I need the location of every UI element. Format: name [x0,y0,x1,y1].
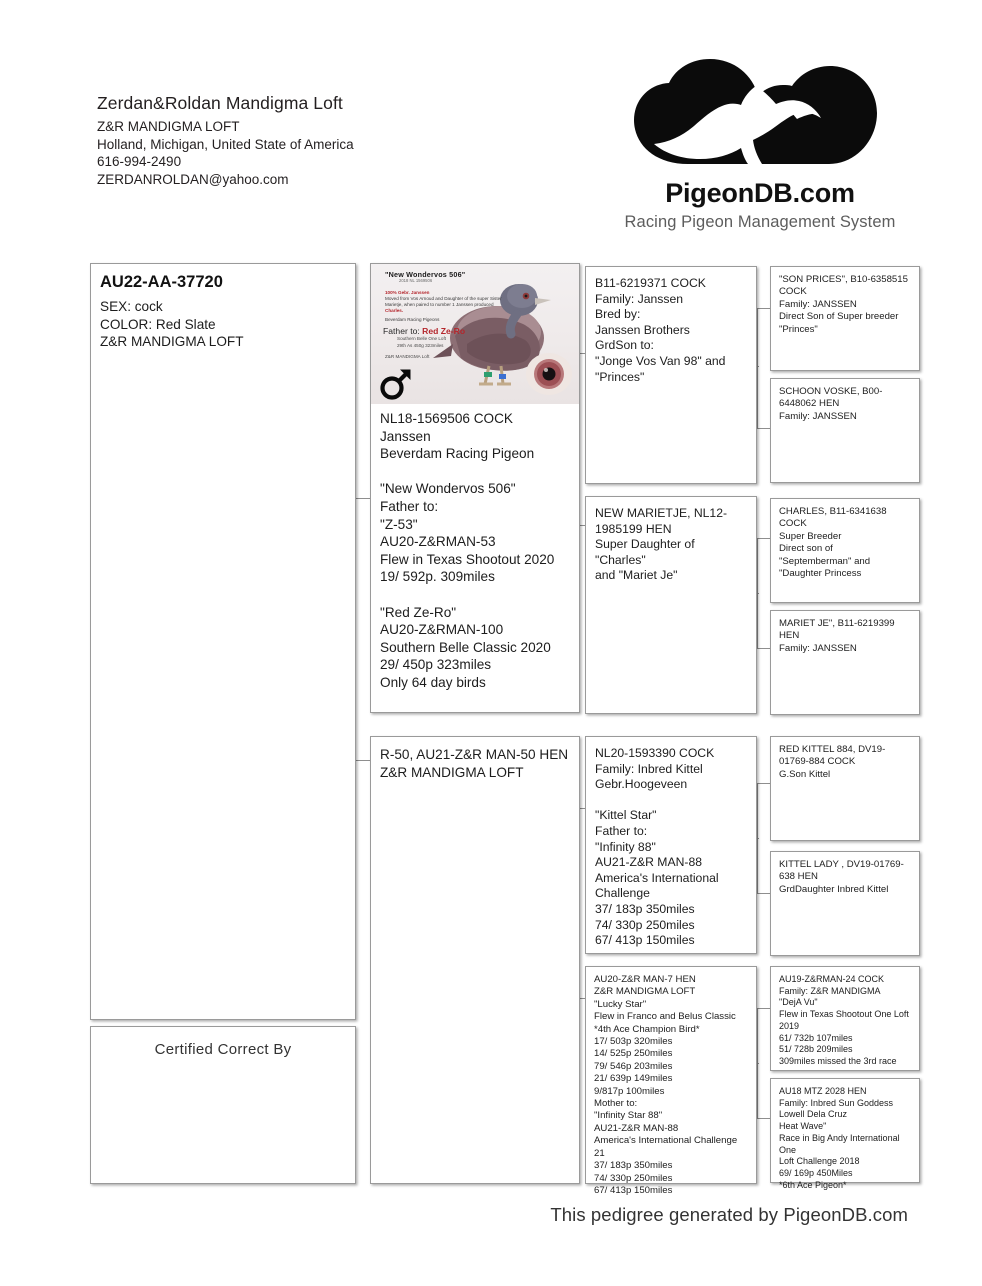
sire-sire-line-3: Janssen Brothers [595,322,690,337]
ggp4-line-0: MARIET JE", B11-6219399 [779,618,895,629]
dam-dam-line-14: 37/ 183p 350miles [594,1160,673,1172]
pigeon-cloud-logo-icon [610,56,910,176]
photo-result-line-0: Southern Belle One Loft [397,336,447,341]
brand-subtitle: Racing Pigeon Management System [624,213,896,231]
dam-sire-line-8: America's International [595,870,719,885]
dam-sire-line-10: 37/ 183p 350miles [595,901,695,916]
photo-body-line-3: Charles. [385,308,404,313]
sire-line-7: AU20-Z&RMAN-53 [380,534,496,550]
dam-sire-line-0: NL20-1593390 COCK [595,746,715,760]
male-sign-icon [379,366,413,400]
dam-dam-line-5: 17/ 503p 320miles [594,1036,673,1048]
sire-sire-line-4: GrdSon to: [595,338,654,353]
ggp1-line-0: "SON PRICES", B10-6358515 [779,274,908,285]
dam-sire-line-3 [595,793,747,809]
dam-dam-line-3: Flew in Franco and Belus Classic [594,1011,736,1023]
sire-box[interactable] [370,263,580,713]
ggp7-line-7: 309miles missed the 3rd race [779,1055,897,1066]
ggp5-box[interactable] [770,736,920,841]
sire-line-14: 29/ 450p 323miles [380,657,492,673]
ggp1-line-2: Family: JANSSEN [779,298,857,310]
dam-line-1: Z&R MANDIGMA LOFT [380,764,524,780]
ggp1-line-3: Direct Son of Super breeder [779,311,899,323]
dam-dam-line-10: Mother to: [594,1098,638,1110]
dam-dam-line-2: "Lucky Star" [594,998,647,1010]
ggp7-line-3: Flew in Texas Shootout One Loft [779,1009,909,1020]
dam-line-0: R-50, AU21-Z&R MAN-50 HEN [380,747,569,762]
dam-dam-line-13: America's International Challenge 21 [594,1135,738,1159]
dam-dam-line-9: 9/817p 100miles [594,1085,665,1097]
loft-name: Zerdan&Roldan Mandigma Loft [97,93,343,113]
sire-line-0: NL18-1569506 COCK [380,411,513,426]
ggp7-line-0: AU19-Z&RMAN-24 COCK [779,974,885,984]
dam-sire-line-12: 67/ 413p 150miles [595,933,695,948]
sire-line-11: "Red Ze-Ro" [380,604,457,620]
sire-line-10 [380,586,570,604]
connector-ggp-b-bottom [757,648,771,649]
ggp8-line-1: Family: Inbred Sun Goddess [779,1097,894,1108]
ggp3-line-5: "Daughter Princess [779,568,862,580]
loft-phone: 616-994-2490 [97,154,182,169]
sire-sire-line-2: Bred by: [595,307,641,322]
dam-dam-line-4: *4th Ace Champion Bird* [594,1023,700,1035]
dam-dam-box[interactable] [585,966,757,1196]
ggp7-line-4: 2019 [779,1020,800,1031]
dam-dam-line-11: "Infinity Star 88" [594,1110,663,1122]
sire-line-8: Flew in Texas Shootout 2020 [380,551,555,567]
loft-header [97,93,517,188]
connector-ggp-a-top [757,308,771,309]
dam-dam-line-7: 79/ 546p 203miles [594,1060,673,1072]
sire-line-2: Beverdam Racing Pigeon [380,446,535,462]
sire-dam-line-2: Super Daughter of "Charles" [595,537,695,567]
ggp7-line-5: 61/ 732b 107miles [779,1032,853,1043]
sire-sire-line-1: Family: Janssen [595,291,684,306]
connector-ggp-c-top [757,783,771,784]
subject-loft: Z&R MANDIGMA LOFT [100,334,244,350]
photo-subtitle: 2018 NL 1569506 [399,278,433,283]
ggp7-line-1: Family: Z&R MANDIGMA [779,985,881,996]
ggp3-line-0: CHARLES, B11-6341638 [779,506,887,517]
dam-dam-line-12: AU21-Z&R MAN-88 [594,1122,679,1134]
ggp5-line-2: G.Son Kittel [779,768,831,780]
ggp1-box[interactable] [770,266,920,371]
dam-sire-line-4: "Kittel Star" [595,808,657,823]
photo-result-line-1: 29th As 450g 323miles [397,343,444,348]
dam-dam-line-15: 74/ 330p 250miles [594,1172,673,1184]
dam-dam-line-0: AU20-Z&R MAN-7 HEN [594,974,696,985]
sire-line-6: "Z-53" [380,516,418,532]
ggp3-line-3: Direct son of [779,543,833,555]
photo-father-to-text: Father to: [383,326,420,336]
sire-line-12: AU20-Z&RMAN-100 [380,622,504,638]
ggp6-line-1: 638 HEN [779,871,818,883]
subject-color: COLOR: Red Slate [100,316,216,332]
brand-title: PigeonDB.com [665,178,855,208]
pigeon-eye-closeup-icon [525,352,573,396]
sire-sire-box[interactable] [585,266,757,484]
dam-dam-line-1: Z&R MANDIGMA LOFT [594,986,696,998]
sire-sire-line-5: "Jonge Vos Van 98" and [595,353,726,368]
ggp6-line-2: GrdDaughter Inbred Kittel [779,883,889,895]
dam-sire-line-5: Father to: [595,823,648,838]
ggp4-line-1: HEN [779,630,800,642]
connector-ggp-c-bottom [757,893,771,894]
photo-owner-value: Beverdam Racing Pigeons [385,317,440,322]
sire-line-4: "New Wondervos 506" [380,481,516,497]
dam-sire-line-11: 74/ 330p 250miles [595,917,695,932]
dam-dam-line-16: 67/ 413p 150miles [594,1184,673,1196]
ggp3-box[interactable] [770,498,920,603]
connector-ggp-d-top [757,1008,771,1009]
subject-sex: SEX: cock [100,299,163,314]
ggp8-line-2: Lowell Dela Cruz [779,1109,848,1120]
ggp2-line-2: Family: JANSSEN [779,410,857,422]
photo-father-to-value: Red Ze-Ro [422,326,466,336]
ggp6-line-0: KITTEL LADY , DV19-01769- [779,859,904,870]
loft-short-name: Z&R MANDIGMA LOFT [97,119,240,134]
photo-body-line-2: Marietje, when paired to number 1 Janssen produced [385,302,494,307]
ggp5-line-0: RED KITTEL 884, DV19- [779,744,886,755]
dam-box[interactable] [370,736,580,1184]
dam-dam-line-6: 14/ 525p 250miles [594,1048,673,1060]
ggp1-line-1: COCK [779,286,807,298]
ggp2-line-1: 6448062 HEN [779,398,840,410]
ggp7-box[interactable] [770,966,920,1071]
connector-ggp-d-bottom [757,1118,771,1119]
sire-line-3 [380,463,570,481]
dam-sire-line-1: Family: Inbred Kittel [595,761,703,776]
brand-block [610,56,910,232]
connector-ggp-a-bottom [757,428,771,429]
connector-ggp-a [757,308,758,428]
sire-dam-box[interactable] [585,496,757,714]
photo-owned-by-value: Z&R MANDIGMA Loft [385,354,430,359]
ggp1-line-4: "Princes" [779,323,818,335]
photo-body-line-0: 100% Gebr. Janssen [385,290,430,295]
sire-dam-line-3: and "Mariet Je" [595,568,678,583]
certified-correct-box[interactable] [90,1026,356,1184]
ggp8-box[interactable] [770,1078,920,1190]
ggp4-line-2: Family: JANSSEN [779,642,857,654]
ggp5-line-1: 01769-884 COCK [779,756,856,768]
sire-sire-line-6: "Princes" [595,369,645,384]
ggp8-line-4: Race in Big Andy International One [779,1132,900,1155]
sire-dam-line-1: 1985199 HEN [595,521,672,536]
sire-photo [371,264,579,404]
ggp7-line-2: "DejA Vu" [779,997,818,1008]
footer-text: This pedigree generated by PigeonDB.com [550,1204,908,1225]
dam-sire-line-2: Gebr.Hoogeveen [595,777,688,792]
dam-sire-box[interactable] [585,736,757,954]
dam-sire-line-9: Challenge [595,886,650,901]
ggp8-line-7: *6th Ace Pigeon* [779,1179,847,1190]
loft-address: Holland, Michigan, United State of America [97,136,354,152]
sire-line-1: Janssen [380,428,431,444]
sire-sire-line-0: B11-6219371 COCK [595,276,706,290]
sire-line-9: 19/ 592p. 309miles [380,569,495,585]
subject-pigeon-box[interactable] [90,263,356,1020]
ggp6-box[interactable] [770,851,920,956]
sire-line-15: Only 64 day birds [380,674,486,690]
dam-dam-line-8: 21/ 639p 149miles [594,1073,673,1085]
ggp4-box[interactable] [770,610,920,715]
ggp2-box[interactable] [770,378,920,483]
photo-body-line-1: Moved from Vos Arnoud and Daughter of the super Sister [385,296,502,301]
connector-ggp-b-top [757,538,771,539]
ggp7-line-6: 51/ 728b 209miles [779,1044,853,1055]
certified-correct-label: Certified Correct By [154,1041,292,1058]
sire-dam-line-0: NEW MARIETJE, NL12- [595,506,728,520]
dam-sire-line-7: AU21-Z&R MAN-88 [595,855,703,870]
ggp2-line-0: SCHOON VOSKE, B00- [779,386,883,397]
sire-line-5: Father to: [380,498,439,514]
loft-email: ZERDANROLDAN@yahoo.com [97,171,289,187]
pedigree-sheet [12,8,970,1278]
subject-band-number: AU22-AA-37720 [100,273,223,291]
sire-line-13: Southern Belle Classic 2020 [380,639,551,655]
ggp3-line-4: "Septemberman" and [779,555,871,567]
ggp8-line-0: AU18 MTZ 2028 HEN [779,1086,867,1096]
ggp8-line-5: Loft Challenge 2018 [779,1156,860,1167]
ggp3-line-2: Super Breeder [779,530,842,542]
photo-father-to-label [383,326,465,336]
photo-title: "New Wondervos 506" [385,270,466,279]
ggp8-line-3: Heat Wave" [779,1121,827,1132]
ggp8-line-6: 69/ 169p 450Miles [779,1167,853,1178]
dam-sire-line-6: "Infinity 88" [595,839,656,854]
ggp3-line-1: COCK [779,518,807,530]
